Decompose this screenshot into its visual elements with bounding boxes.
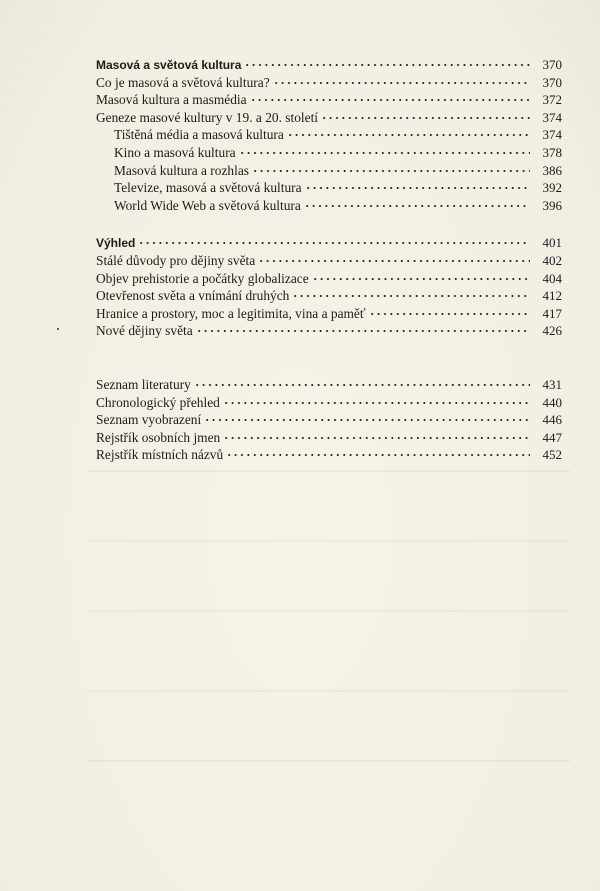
toc-entry-title: Stálé důvody pro dějiny světa <box>96 252 256 268</box>
dot-leader <box>305 187 530 189</box>
toc-entry <box>96 322 562 340</box>
toc-entry <box>96 252 562 270</box>
toc-entry-title: Otevřenost světa a vnímání druhých <box>96 288 290 304</box>
toc-entry-title: Rejstřík místních názvů <box>96 447 224 463</box>
show-through-line <box>88 690 570 692</box>
toc-entry <box>96 394 562 412</box>
toc-entry-title: Seznam literatury <box>96 376 191 392</box>
toc-entry-title: Objev prehistorie a počátky globalizace <box>96 270 309 286</box>
dot-leader <box>287 134 530 136</box>
show-through-line <box>88 760 570 762</box>
toc-entry <box>96 270 562 288</box>
dot-leader <box>292 295 530 297</box>
dot-leader <box>204 419 530 421</box>
toc-section-outlook <box>96 234 562 340</box>
toc-entry-title: Co je masová a světová kultura? <box>96 74 270 90</box>
dot-leader <box>239 152 530 154</box>
toc-page-number: 372 <box>542 92 562 108</box>
dot-leader <box>138 242 530 244</box>
toc-page-number: 392 <box>542 180 562 196</box>
toc-page-number: 431 <box>542 376 562 392</box>
page-speck <box>57 328 59 330</box>
toc-entry <box>96 305 562 323</box>
toc-entry-title: Masová a světová kultura <box>96 58 242 72</box>
toc-entry <box>96 74 562 92</box>
toc-entry-title: Nové dějiny světa <box>96 323 193 339</box>
toc-entry-title: Masová kultura a masmédia <box>96 92 247 108</box>
dot-leader <box>321 117 530 119</box>
toc-entry-title: Televize, masová a světová kultura <box>114 180 302 196</box>
dot-leader <box>258 260 530 262</box>
dot-leader <box>273 82 530 84</box>
toc-entry-title: Rejstřík osobních jmen <box>96 429 221 445</box>
toc-entry-title: Tištěná média a masová kultura <box>114 127 284 143</box>
toc-entry-title: Seznam vyobrazení <box>96 412 202 428</box>
toc-page-number: 386 <box>542 162 562 178</box>
toc-page-number: 440 <box>542 394 562 410</box>
toc-entry-title: Výhled <box>96 236 136 251</box>
toc-entry-title: Masová kultura a rozhlas <box>114 162 249 178</box>
toc-page-number: 370 <box>542 57 562 72</box>
toc-entry-title: Hranice a prostory, moc a legitimita, vina a paměť <box>96 305 366 321</box>
toc-entry-title: Kino a masová kultura <box>114 144 236 160</box>
section-gap <box>96 214 562 234</box>
toc-heading-entry <box>96 56 562 74</box>
toc-entry <box>96 429 562 447</box>
toc-page-number: 370 <box>542 74 562 90</box>
toc-subentry <box>96 126 562 144</box>
toc-page-number: 417 <box>542 305 562 321</box>
dot-leader <box>226 454 530 456</box>
toc-entry-title: World Wide Web a světová kultura <box>114 197 301 213</box>
section-gap <box>96 340 562 376</box>
dot-leader <box>196 330 530 332</box>
toc-page-number: 446 <box>542 412 562 428</box>
show-through-line <box>88 540 570 542</box>
toc-page-number: 374 <box>542 109 562 125</box>
toc-page-number: 402 <box>542 252 562 268</box>
show-through-line <box>88 610 570 612</box>
table-of-contents <box>96 56 562 464</box>
toc-entry <box>96 376 562 394</box>
dot-leader <box>250 99 530 101</box>
toc-entry <box>96 411 562 429</box>
toc-page-number: 401 <box>542 235 562 251</box>
toc-entry-title: Geneze masové kultury v 19. a 20. století <box>96 109 319 125</box>
dot-leader <box>252 170 530 172</box>
toc-subentry <box>96 197 562 215</box>
dot-leader <box>369 313 530 315</box>
toc-entry <box>96 109 562 127</box>
toc-page-number: 426 <box>542 323 562 339</box>
toc-subentry <box>96 162 562 180</box>
show-through-line <box>88 470 570 472</box>
toc-page-number: 378 <box>542 144 562 160</box>
toc-page-number: 374 <box>542 127 562 143</box>
toc-entry-title: Chronologický přehled <box>96 394 220 410</box>
toc-entry <box>96 91 562 109</box>
toc-subentry <box>96 144 562 162</box>
toc-page-number: 404 <box>542 270 562 286</box>
toc-page-number: 452 <box>542 447 562 463</box>
toc-page-number: 396 <box>542 197 562 213</box>
dot-leader <box>223 437 530 439</box>
toc-entry <box>96 446 562 464</box>
dot-leader <box>312 278 530 280</box>
toc-section-mass-culture <box>96 56 562 214</box>
toc-entry <box>96 287 562 305</box>
toc-section-appendix <box>96 376 562 464</box>
toc-subentry <box>96 179 562 197</box>
dot-leader <box>223 402 530 404</box>
dot-leader <box>304 205 530 207</box>
dot-leader <box>244 64 530 66</box>
toc-heading-entry <box>96 234 562 252</box>
toc-page-number: 412 <box>542 288 562 304</box>
toc-page-number: 447 <box>542 429 562 445</box>
dot-leader <box>194 384 530 386</box>
